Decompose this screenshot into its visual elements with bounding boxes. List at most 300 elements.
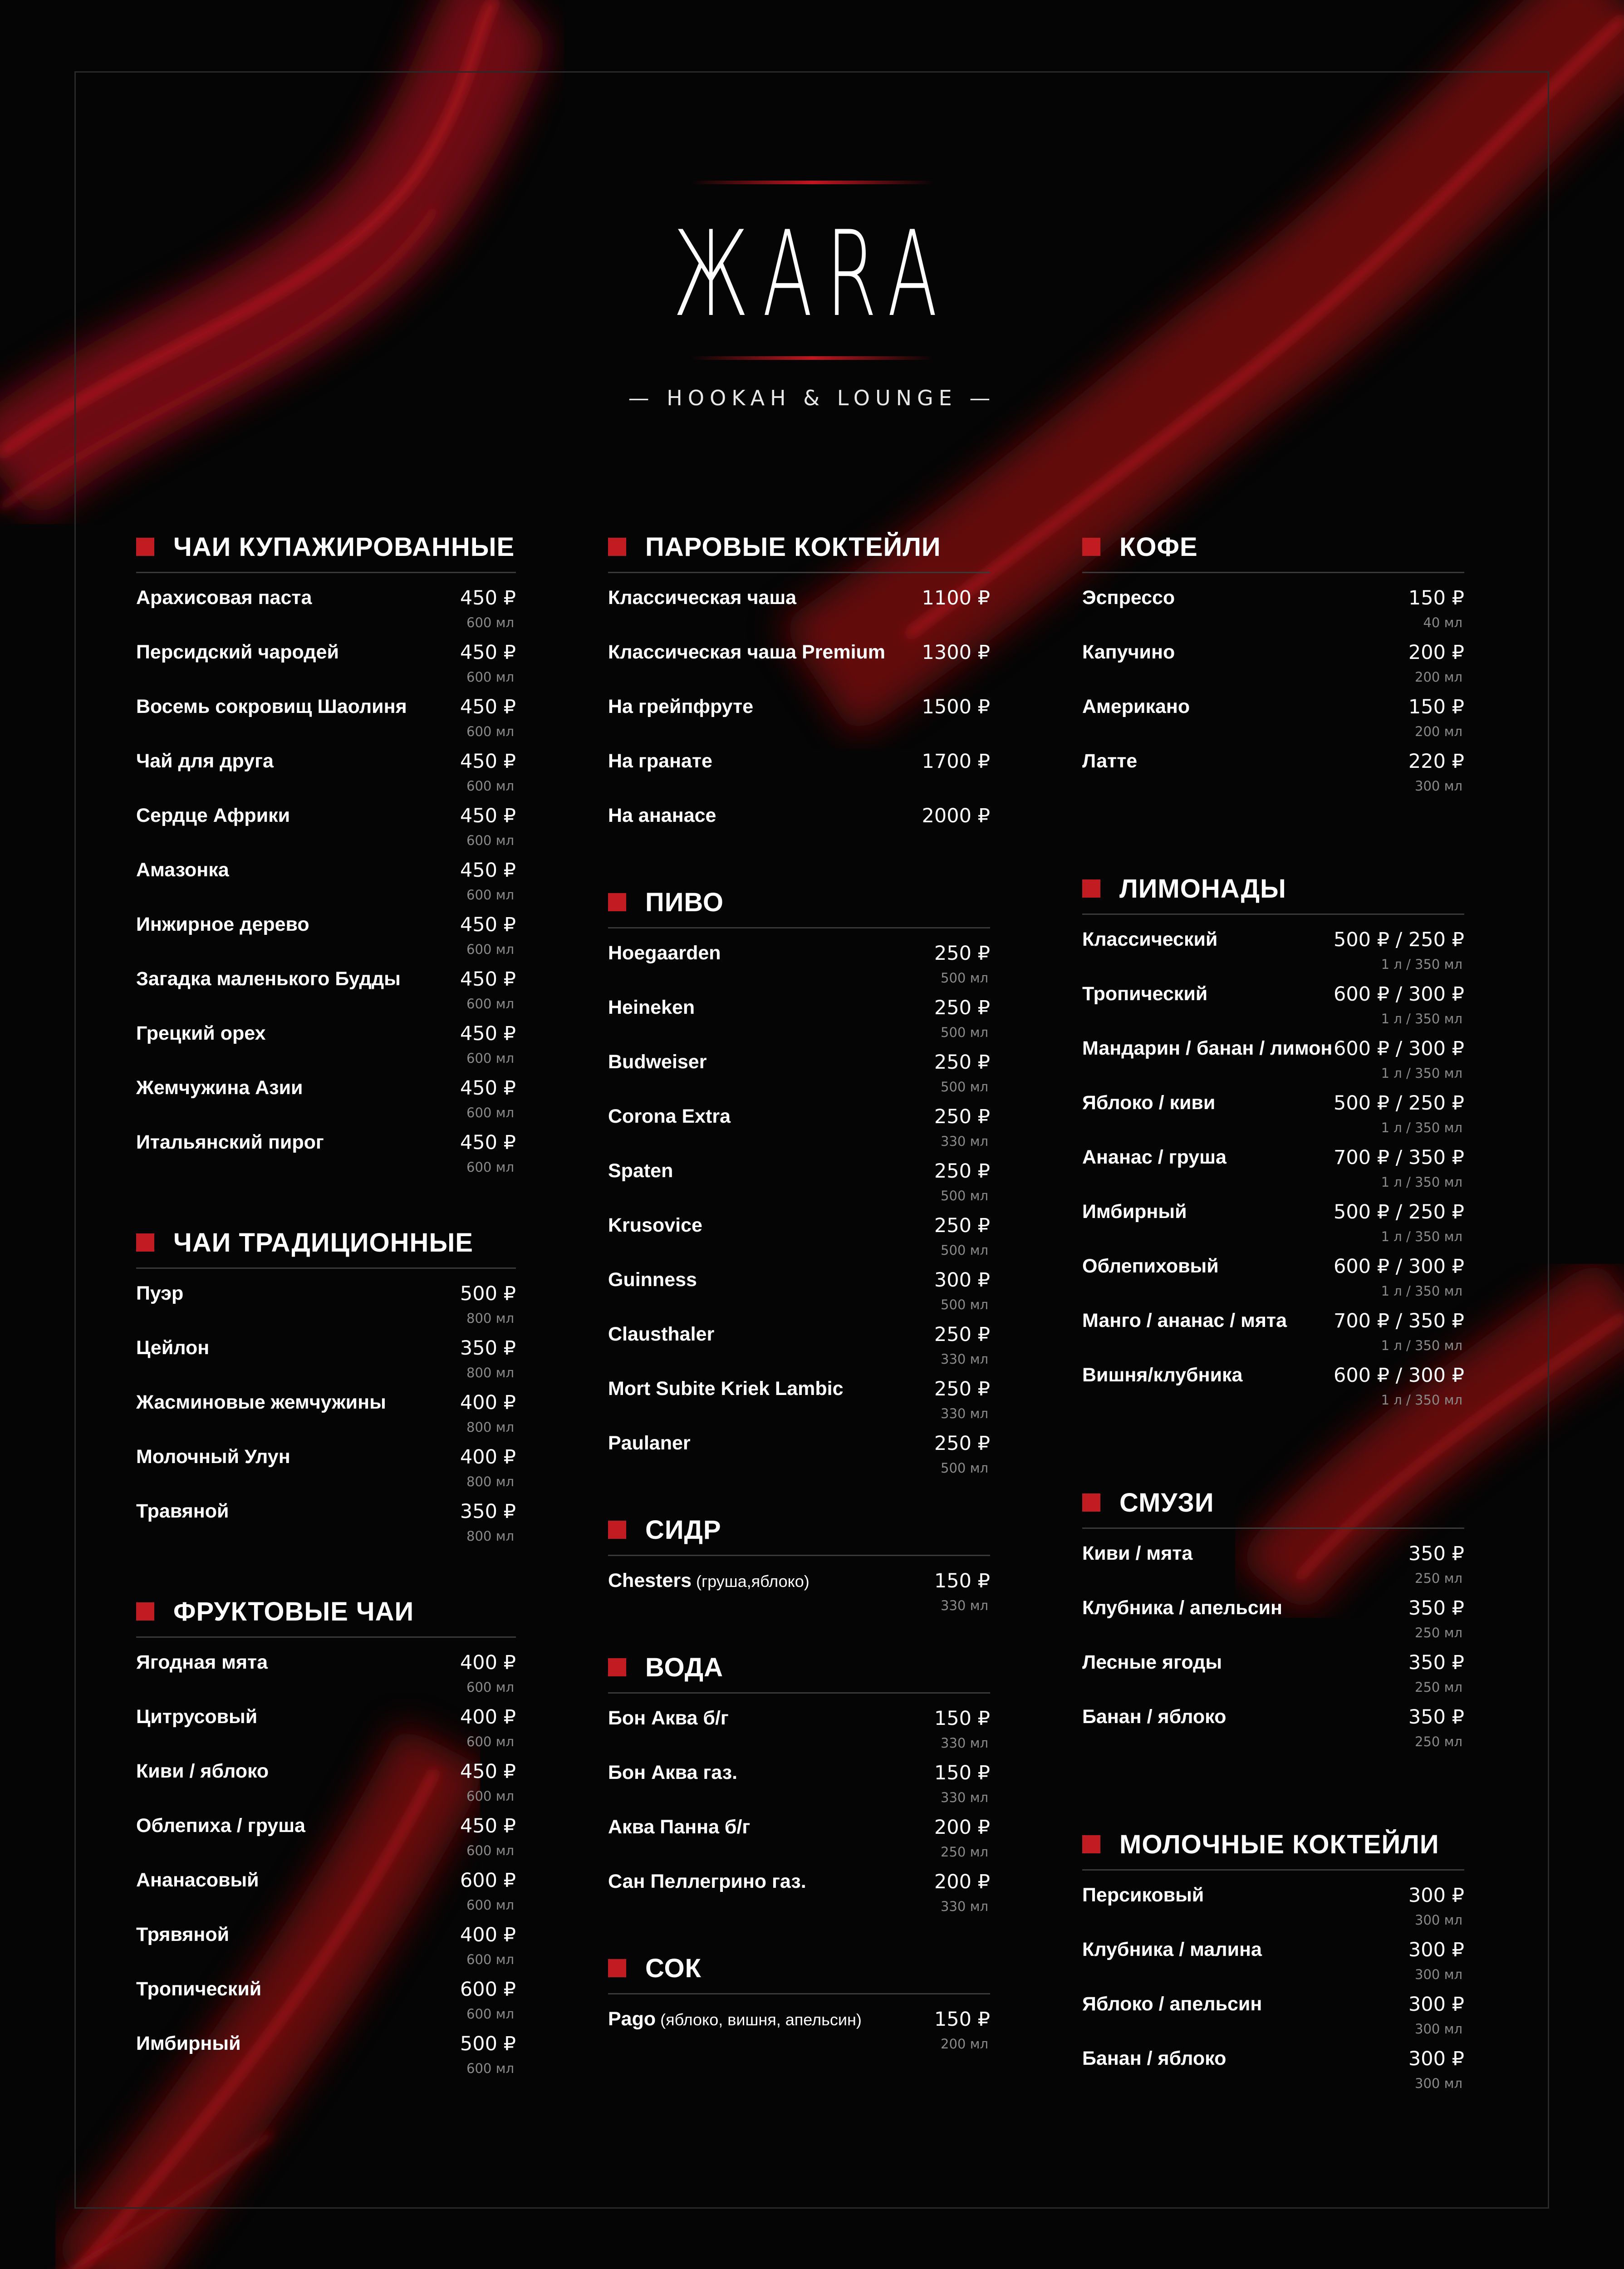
item-name-text: Krusovice (608, 1214, 702, 1236)
item-volume: 330 мл (941, 1598, 988, 1613)
item-name (136, 696, 407, 718)
item-name-text: Corona Extra (608, 1105, 731, 1127)
menu-item (608, 1871, 990, 1925)
item-price: 150 ₽ (934, 2008, 990, 2031)
menu-item (608, 1214, 990, 1269)
item-volume: 300 мл (1415, 778, 1462, 794)
menu-item (1082, 1146, 1464, 1201)
menu-item (136, 750, 516, 805)
item-name (608, 997, 695, 1019)
menu-item (136, 1391, 516, 1446)
item-name-text: Банан / яблоко (1082, 1706, 1227, 1728)
item-name (136, 1815, 305, 1837)
item-volume: 600 мл (466, 2061, 514, 2076)
item-name-text: Киви / мята (1082, 1542, 1193, 1564)
item-volume: 330 мл (941, 1899, 988, 1914)
item-volume: 1 л / 350 мл (1381, 1338, 1462, 1353)
item-price: 450 ₽ (460, 859, 516, 882)
item-name-text: Загадка маленького Будды (136, 968, 401, 990)
item-price: 350 ₽ (1408, 1597, 1464, 1620)
item-name (136, 641, 339, 663)
menu-column-left (136, 522, 516, 2087)
item-name (608, 750, 712, 772)
item-name-text: Инжирное дерево (136, 913, 309, 935)
red-square-icon (136, 1602, 154, 1621)
item-name-text: Guinness (608, 1269, 697, 1291)
red-square-icon (1082, 1493, 1100, 1512)
item-price: 150 ₽ (934, 1762, 990, 1784)
section-header (608, 877, 990, 928)
item-name (136, 1760, 269, 1783)
section-header (1082, 1819, 1464, 1871)
item-name (1082, 1939, 1262, 1961)
item-name (136, 859, 229, 881)
menu-item (136, 1337, 516, 1391)
item-price: 250 ₽ (934, 1214, 990, 1237)
item-name (1082, 1037, 1332, 1060)
section-title: КОФЕ (1119, 532, 1198, 562)
item-name-text: Облепиховый (1082, 1255, 1219, 1277)
item-price: 350 ₽ (1408, 1706, 1464, 1729)
menu-item (608, 1762, 990, 1816)
item-price: 500 ₽ / 250 ₽ (1333, 928, 1464, 951)
menu-item (608, 1105, 990, 1160)
red-square-icon (608, 1521, 626, 1539)
menu-item (1082, 1884, 1464, 1939)
item-name (608, 2008, 862, 2030)
menu-item (136, 696, 516, 750)
item-name-text: На гранате (608, 750, 712, 772)
section-header (608, 522, 990, 573)
item-name (608, 942, 721, 964)
menu-item (136, 913, 516, 968)
item-volume: 330 мл (941, 1351, 988, 1367)
item-volume: 250 мл (1415, 1625, 1462, 1640)
item-price: 400 ₽ (460, 1391, 516, 1414)
item-name-text: Облепиха / груша (136, 1815, 305, 1837)
menu-item (1082, 983, 1464, 1037)
menu-section (608, 1505, 990, 1624)
item-name-text: Цитрусовый (136, 1706, 258, 1728)
item-name (1082, 1884, 1204, 1906)
item-volume: 200 мл (1415, 724, 1462, 739)
item-volume: 600 мл (466, 833, 514, 848)
item-name-text: Mort Subite Kriek Lambic (608, 1378, 844, 1400)
menu-item (608, 2008, 990, 2063)
item-name-text: Классическая чаша Premium (608, 641, 886, 663)
item-name-text: Тропический (136, 1978, 262, 2000)
menu-item (136, 587, 516, 641)
item-price: 450 ₽ (460, 1815, 516, 1837)
item-name-text: Амазонка (136, 859, 229, 881)
red-square-icon (136, 538, 154, 556)
item-price: 500 ₽ (460, 1282, 516, 1305)
item-name-text: Тропический (1082, 983, 1208, 1005)
menu-item (136, 1077, 516, 1131)
item-price: 300 ₽ (934, 1269, 990, 1292)
menu-item (1082, 1542, 1464, 1597)
item-name-text: Hoegaarden (608, 942, 721, 964)
item-name-text: Яблоко / киви (1082, 1092, 1216, 1114)
item-volume: 500 мл (941, 970, 988, 986)
item-price: 250 ₽ (934, 942, 990, 965)
item-price: 600 ₽ (460, 1978, 516, 2001)
item-name-text: Имбирный (136, 2033, 241, 2054)
menu-item (1082, 750, 1464, 805)
menu-item (136, 1760, 516, 1815)
menu-item (608, 1269, 990, 1323)
item-volume: 1 л / 350 мл (1381, 1120, 1462, 1135)
menu-section (1082, 864, 1464, 1419)
menu-item (608, 942, 990, 997)
item-name-text: Капучино (1082, 641, 1175, 663)
item-name (608, 696, 753, 718)
menu-item (608, 1160, 990, 1214)
item-volume: 300 мл (1415, 2076, 1462, 2091)
item-name-text: Пуэр (136, 1282, 184, 1304)
item-volume: 1 л / 350 мл (1381, 1229, 1462, 1244)
item-price: 500 ₽ / 250 ₽ (1333, 1201, 1464, 1223)
item-volume: 600 мл (466, 615, 514, 630)
menu-item (136, 2033, 516, 2087)
menu-section (136, 522, 516, 1186)
menu-item (608, 1051, 990, 1105)
item-volume: 500 мл (941, 1460, 988, 1476)
item-price: 350 ₽ (1408, 1651, 1464, 1674)
item-name (608, 587, 796, 609)
item-name (136, 1446, 290, 1468)
item-volume: 800 мл (466, 1365, 514, 1380)
item-name (136, 968, 401, 990)
item-price: 200 ₽ (934, 1816, 990, 1839)
item-name (136, 1651, 268, 1674)
red-square-icon (608, 893, 626, 911)
logo-block (0, 172, 1624, 427)
item-volume: 40 мл (1423, 615, 1462, 630)
item-volume: 600 мл (466, 1159, 514, 1175)
item-price: 150 ₽ (1408, 696, 1464, 718)
item-price: 700 ₽ / 350 ₽ (1333, 1146, 1464, 1169)
section-header (1082, 864, 1464, 915)
item-volume: 600 мл (466, 942, 514, 957)
item-name (608, 1570, 810, 1592)
item-price: 350 ₽ (460, 1500, 516, 1523)
logo-line-bottom (690, 356, 935, 360)
item-name (136, 1706, 257, 1728)
item-volume: 330 мл (941, 1790, 988, 1805)
item-name-text: Имбирный (1082, 1201, 1187, 1223)
menu-item (136, 1500, 516, 1555)
item-name (608, 1105, 731, 1128)
section-title: СМУЗИ (1119, 1488, 1214, 1518)
item-name (1082, 1146, 1227, 1169)
menu-item (136, 968, 516, 1022)
item-name-text: Яблоко / апельсин (1082, 1993, 1262, 2015)
item-volume: 500 мл (941, 1079, 988, 1095)
menu-item (136, 1924, 516, 1978)
item-name (1082, 1542, 1192, 1565)
red-square-icon (1082, 1835, 1100, 1853)
item-note: (яблоко, вишня, апельсин) (656, 2010, 862, 2029)
item-price: 500 ₽ (460, 2033, 516, 2055)
item-name (1082, 750, 1137, 772)
item-price: 400 ₽ (460, 1446, 516, 1468)
item-price: 250 ₽ (934, 1432, 990, 1455)
item-volume: 600 мл (466, 1788, 514, 1804)
section-header (608, 1505, 990, 1556)
menu-item (608, 1570, 990, 1624)
item-volume: 330 мл (941, 1134, 988, 1149)
menu-item (1082, 1706, 1464, 1760)
menu-section (608, 522, 990, 859)
item-price: 250 ₽ (934, 1378, 990, 1400)
item-name (608, 1707, 729, 1729)
item-name (136, 1337, 209, 1359)
item-volume: 1 л / 350 мл (1381, 1066, 1462, 1081)
section-title: ЛИМОНАДЫ (1119, 874, 1286, 904)
menu-section (136, 1586, 516, 2087)
menu-item (608, 805, 990, 859)
item-name-text: Аква Панна б/г (608, 1816, 751, 1838)
item-name-text: Персиковый (1082, 1884, 1204, 1906)
item-name (608, 641, 885, 663)
menu-item (608, 1378, 990, 1432)
item-price: 350 ₽ (1408, 1542, 1464, 1565)
section-header (608, 1642, 990, 1694)
red-square-icon (1082, 879, 1100, 898)
item-name (608, 1871, 806, 1893)
item-name (608, 1269, 697, 1291)
item-price: 450 ₽ (460, 913, 516, 936)
item-name-text: Budweiser (608, 1051, 707, 1073)
menu-item (136, 1706, 516, 1760)
menu-section (1082, 1478, 1464, 1760)
item-name (1082, 1651, 1222, 1674)
item-price: 450 ₽ (460, 641, 516, 664)
item-name (1082, 1706, 1226, 1728)
item-volume: 600 мл (466, 1843, 514, 1858)
item-name-text: Латте (1082, 750, 1138, 772)
section-header (608, 1943, 990, 1994)
item-price: 450 ₽ (460, 1760, 516, 1783)
item-name (136, 587, 312, 609)
item-volume: 600 мл (466, 887, 514, 903)
brand-logo: ЖARA (672, 206, 951, 343)
menu-item (1082, 696, 1464, 750)
red-square-icon (608, 1959, 626, 1977)
item-price: 1700 ₽ (922, 750, 990, 773)
item-price: 600 ₽ / 300 ₽ (1333, 1364, 1464, 1387)
item-name-text: Бон Аква б/г (608, 1707, 729, 1729)
item-name (1082, 1255, 1219, 1277)
item-name (136, 1978, 261, 2000)
item-name (608, 1160, 673, 1182)
item-volume: 300 мл (1415, 2021, 1462, 2037)
item-price: 150 ₽ (934, 1707, 990, 1730)
item-name-text: Американо (1082, 696, 1190, 717)
item-price: 250 ₽ (934, 1323, 990, 1346)
menu-section (1082, 1819, 1464, 2102)
menu-item (1082, 1993, 1464, 2048)
item-price: 350 ₽ (460, 1337, 516, 1360)
item-price: 450 ₽ (460, 968, 516, 991)
item-volume: 300 мл (1415, 1967, 1462, 1982)
menu-section (1082, 522, 1464, 805)
item-name (136, 1022, 265, 1045)
item-volume: 800 мл (466, 1528, 514, 1544)
item-name (1082, 1597, 1282, 1619)
item-price: 500 ₽ / 250 ₽ (1333, 1092, 1464, 1115)
item-price: 300 ₽ (1408, 1884, 1464, 1907)
menu-item (136, 859, 516, 913)
menu-section (136, 1218, 516, 1555)
item-name-text: На ананасе (608, 805, 716, 826)
item-name (136, 750, 274, 772)
menu-item (136, 1282, 516, 1337)
item-volume: 1 л / 350 мл (1381, 1392, 1462, 1408)
item-name (136, 1869, 259, 1891)
item-name (608, 1762, 737, 1784)
item-volume: 800 мл (466, 1419, 514, 1435)
item-volume: 1 л / 350 мл (1381, 1011, 1462, 1026)
item-price: 450 ₽ (460, 587, 516, 609)
item-name (608, 1816, 750, 1838)
item-name (608, 1432, 691, 1454)
item-volume: 330 мл (941, 1735, 988, 1751)
section-header (1082, 522, 1464, 573)
menu-item (136, 1869, 516, 1924)
item-price: 150 ₽ (1408, 587, 1464, 609)
section-title: ЧАИ КУПАЖИРОВАННЫЕ (173, 532, 515, 562)
item-name-text: Сердце Африки (136, 805, 290, 826)
item-name-text: Heineken (608, 997, 695, 1018)
item-price: 250 ₽ (934, 1105, 990, 1128)
menu-item (1082, 1939, 1464, 1993)
item-name-text: Грецкий орех (136, 1022, 266, 1044)
menu-column-middle (608, 522, 990, 2063)
menu-section (608, 1642, 990, 1925)
menu-item (608, 1323, 990, 1378)
item-name-text: Жасминовые жемчужины (136, 1391, 386, 1413)
item-name (136, 1077, 303, 1099)
red-square-icon (136, 1233, 154, 1252)
item-price: 600 ₽ / 300 ₽ (1333, 1037, 1464, 1060)
menu-item (136, 1446, 516, 1500)
item-name-text: Клубника / апельсин (1082, 1597, 1283, 1619)
item-volume: 600 мл (466, 1897, 514, 1913)
item-name-text: Ананасовый (136, 1869, 259, 1891)
item-name (1082, 1201, 1187, 1223)
item-name (1082, 587, 1175, 609)
menu-item (608, 997, 990, 1051)
menu-item (1082, 587, 1464, 641)
item-volume: 600 мл (466, 1051, 514, 1066)
item-name-text: Clausthaler (608, 1323, 715, 1345)
item-price: 2000 ₽ (922, 805, 990, 827)
item-volume: 330 мл (941, 1406, 988, 1421)
item-volume: 600 мл (466, 669, 514, 685)
item-price: 200 ₽ (1408, 641, 1464, 664)
item-volume: 500 мл (941, 1243, 988, 1258)
menu-item (1082, 641, 1464, 696)
item-name-text: Классическая чаша (608, 587, 797, 609)
item-name-text: Персидский чародей (136, 641, 339, 663)
item-name (136, 1924, 229, 1946)
item-price: 600 ₽ / 300 ₽ (1333, 983, 1464, 1006)
item-price: 600 ₽ / 300 ₽ (1333, 1255, 1464, 1278)
item-price: 1100 ₽ (922, 587, 990, 609)
item-volume: 600 мл (466, 1680, 514, 1695)
item-name-text: Spaten (608, 1160, 673, 1182)
item-name (608, 1051, 707, 1073)
section-title: ФРУКТОВЫЕ ЧАИ (173, 1596, 414, 1626)
item-name-text: Ягодная мята (136, 1651, 268, 1673)
item-name-text: Травяной (136, 1500, 229, 1522)
item-volume: 300 мл (1415, 1912, 1462, 1928)
red-square-icon (1082, 538, 1100, 556)
item-name-text: Ананас / груша (1082, 1146, 1227, 1168)
menu-item (1082, 1310, 1464, 1364)
item-volume: 1 л / 350 мл (1381, 1283, 1462, 1299)
item-volume: 1 л / 350 мл (1381, 957, 1462, 972)
item-volume: 250 мл (941, 1844, 988, 1860)
menu-column-right (1082, 522, 1464, 2102)
section-header (136, 1586, 516, 1638)
item-name (136, 913, 309, 936)
section-title: ВОДА (645, 1652, 723, 1682)
item-name-text: На грейпфруте (608, 696, 754, 717)
section-header (1082, 1478, 1464, 1529)
menu-item (136, 1131, 516, 1186)
item-volume: 600 мл (466, 1952, 514, 1967)
menu-item (608, 587, 990, 641)
menu-item (1082, 1255, 1464, 1310)
item-name-text: Арахисовая паста (136, 587, 312, 609)
item-price: 450 ₽ (460, 696, 516, 718)
menu-item (136, 1978, 516, 2033)
red-square-icon (608, 1658, 626, 1676)
item-volume: 250 мл (1415, 1680, 1462, 1695)
item-name-text: Paulaner (608, 1432, 691, 1454)
item-price: 300 ₽ (1408, 1939, 1464, 1961)
item-name-text: Молочный Улун (136, 1446, 290, 1468)
item-volume: 500 мл (941, 1297, 988, 1312)
item-name-text: Цейлон (136, 1337, 210, 1359)
item-name-text: Сан Пеллегрино газ. (608, 1871, 806, 1892)
item-price: 1500 ₽ (922, 696, 990, 718)
item-name (136, 1282, 183, 1305)
item-name (1082, 641, 1175, 663)
item-name (1082, 1993, 1262, 2015)
item-name-text: Pago (608, 2008, 656, 2030)
item-volume: 800 мл (466, 1474, 514, 1489)
section-title: ПАРОВЫЕ КОКТЕЙЛИ (645, 532, 941, 562)
section-header (136, 1218, 516, 1269)
section-header (136, 522, 516, 573)
item-name (608, 1378, 843, 1400)
item-volume: 250 мл (1415, 1571, 1462, 1586)
menu-item (1082, 928, 1464, 983)
item-name-text: Мандарин / банан / лимон (1082, 1037, 1333, 1059)
item-volume: 600 мл (466, 996, 514, 1012)
item-name (608, 1323, 714, 1346)
menu-item (1082, 1092, 1464, 1146)
menu-item (608, 1432, 990, 1487)
item-volume: 200 мл (1415, 669, 1462, 685)
brand-tagline: — HOOKAH & LOUNGE — (628, 386, 996, 410)
item-volume: 1 л / 350 мл (1381, 1174, 1462, 1190)
menu-item (136, 805, 516, 859)
